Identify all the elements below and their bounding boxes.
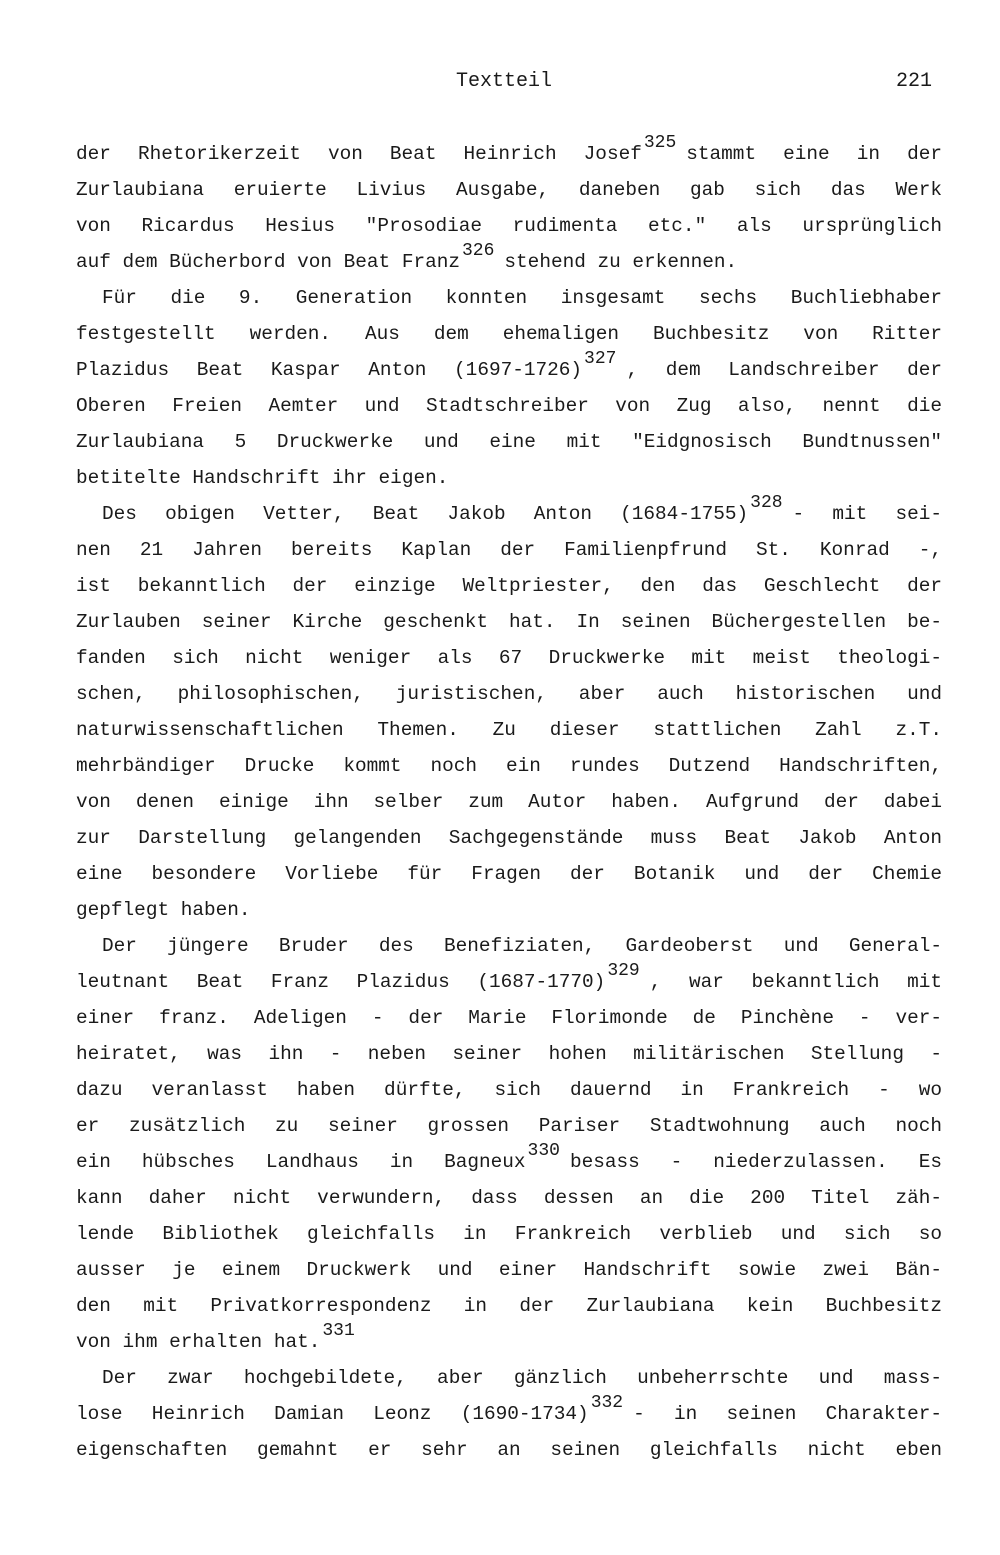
- text-line: [76, 820, 942, 856]
- footnote-marker[interactable]: 327: [584, 349, 617, 369]
- text-line: [76, 712, 942, 748]
- text-line: [76, 1360, 942, 1396]
- footnote-marker[interactable]: 325: [643, 133, 677, 153]
- text-segment: naturwissenschaftlichen Themen. Zu dieser stattlichen Zahl z.T.: [76, 719, 942, 741]
- text-segment: besass - niederzulassen. Es: [569, 1151, 942, 1173]
- text-segment: Des obigen Vetter, Beat Jakob Anton (1684-1755): [102, 503, 749, 525]
- text-line: [76, 241, 960, 280]
- text-segment: ist bekanntlich der einzige Weltpriester, den das Geschlecht der: [76, 575, 942, 597]
- text-line: [76, 1432, 942, 1468]
- text-segment: festgestellt werden. Aus dem ehemaligen Buchbesitz von Ritter: [76, 323, 942, 345]
- text-segment: lose Heinrich Damian Leonz (1690-1734): [76, 1403, 589, 1425]
- text-line: [76, 208, 942, 244]
- footnote-marker[interactable]: 326: [462, 241, 495, 261]
- text-segment: eigenschaften gemahnt er sehr an seinen gleichfalls nicht eben: [76, 1439, 942, 1461]
- footnote-marker[interactable]: 332: [590, 1393, 624, 1413]
- text-line: [76, 1288, 942, 1324]
- text-segment: , dem Landschreiber der: [626, 359, 942, 381]
- text-segment: Zurlauben seiner Kirche geschenkt hat. In seinen Büchergestellen be-: [76, 611, 942, 633]
- text-segment: - in seinen Charakter-: [633, 1403, 942, 1425]
- text-segment: einer franz. Adeligen - der Marie Florimonde de Pinchène - ver-: [76, 1007, 942, 1029]
- text-segment: eine besondere Vorliebe für Fragen der Botanik und der Chemie: [76, 863, 942, 885]
- text-segment: lende Bibliothek gleichfalls in Frankreich verblieb und sich so: [76, 1223, 942, 1245]
- text-line: [76, 1393, 942, 1432]
- text-segment: , war bekanntlich mit: [649, 971, 942, 993]
- text-segment: Für die 9. Generation konnten insgesamt sechs Buchliebhaber: [102, 287, 942, 309]
- text-line: [76, 1072, 942, 1108]
- text-line: [76, 316, 942, 352]
- text-line: [76, 280, 942, 316]
- text-line: [76, 1216, 942, 1252]
- text-segment: Der jüngere Bruder des Benefiziaten, Gardeoberst und General-: [102, 935, 942, 957]
- text-line: [76, 568, 942, 604]
- body-text: [76, 133, 960, 1468]
- text-segment: Der zwar hochgebildete, aber gänzlich unbeherrschte und mass-: [102, 1367, 942, 1389]
- text-segment: Oberen Freien Aemter und Stadtschreiber von Zug also, nennt die: [76, 395, 942, 417]
- text-line: [76, 1252, 942, 1288]
- text-segment: leutnant Beat Franz Plazidus (1687-1770): [76, 971, 606, 993]
- text-line: [76, 349, 942, 388]
- text-line: [76, 133, 942, 172]
- text-line: [76, 1000, 942, 1036]
- text-segment: betitelte Handschrift ihr eigen.: [76, 467, 449, 489]
- text-line: [76, 1108, 942, 1144]
- running-head: [76, 70, 932, 100]
- text-segment: ein hübsches Landhaus in Bagneux: [76, 1151, 526, 1173]
- page-number: 221: [895, 70, 932, 93]
- text-segment: Plazidus Beat Kaspar Anton (1697-1726): [76, 359, 583, 381]
- text-segment: zur Darstellung gelangenden Sachgegenstände muss Beat Jakob Anton: [76, 827, 942, 849]
- text-segment: Zurlaubiana 5 Druckwerke und eine mit "Eidgnosisch Bundtnussen": [76, 431, 942, 453]
- text-line: [76, 460, 960, 496]
- text-segment: - mit sei-: [792, 503, 942, 525]
- text-segment: fanden sich nicht weniger als 67 Druckwerke mit meist theologi-: [76, 647, 942, 669]
- text-line: [76, 1180, 942, 1216]
- text-segment: gepflegt haben.: [76, 899, 251, 921]
- text-segment: von ihm erhalten hat.: [76, 1331, 321, 1353]
- text-line: [76, 784, 942, 820]
- text-line: [76, 961, 942, 1000]
- text-line: [76, 493, 942, 532]
- text-line: [76, 892, 960, 928]
- text-line: [76, 424, 942, 460]
- text-segment: stehend zu erkennen.: [504, 251, 738, 273]
- text-line: [76, 1036, 942, 1072]
- text-segment: nen 21 Jahren bereits Kaplan der Familienpfrund St. Konrad -,: [76, 539, 942, 561]
- text-segment: von denen einige ihn selber zum Autor haben. Aufgrund der dabei: [76, 791, 942, 813]
- text-line: [76, 172, 942, 208]
- text-line: [76, 1321, 960, 1360]
- text-line: [76, 928, 942, 964]
- footnote-marker[interactable]: 329: [607, 961, 640, 981]
- running-head-title: Textteil: [456, 70, 553, 93]
- text-segment: auf dem Bücherbord von Beat Franz: [76, 251, 460, 273]
- text-segment: stammt eine in der: [686, 143, 942, 165]
- text-line: [76, 640, 942, 676]
- text-segment: heiratet, was ihn - neben seiner hohen militärischen Stellung -: [76, 1043, 942, 1065]
- text-segment: der Rhetorikerzeit von Beat Heinrich Josef: [76, 143, 642, 165]
- text-line: [76, 532, 942, 568]
- text-segment: ausser je einem Druckwerk und einer Handschrift sowie zwei Bän-: [76, 1259, 942, 1281]
- text-segment: Zurlaubiana eruierte Livius Ausgabe, daneben gab sich das Werk: [76, 179, 942, 201]
- footnote-marker[interactable]: 330: [527, 1141, 560, 1161]
- text-line: [76, 856, 942, 892]
- text-segment: kann daher nicht verwundern, dass dessen an die 200 Titel zäh-: [76, 1187, 942, 1209]
- text-segment: dazu veranlasst haben dürfte, sich dauernd in Frankreich - wo: [76, 1079, 942, 1101]
- text-line: [76, 676, 942, 712]
- text-segment: von Ricardus Hesius "Prosodiae rudimenta etc." als ursprünglich: [76, 215, 942, 237]
- footnote-marker[interactable]: 331: [322, 1321, 355, 1341]
- text-segment: mehrbändiger Drucke kommt noch ein rundes Dutzend Handschriften,: [76, 755, 942, 777]
- footnote-marker[interactable]: 328: [750, 493, 783, 513]
- text-line: [76, 748, 942, 784]
- text-line: [76, 1141, 942, 1180]
- text-segment: schen, philosophischen, juristischen, aber auch historischen und: [76, 683, 942, 705]
- text-segment: den mit Privatkorrespondenz in der Zurlaubiana kein Buchbesitz: [76, 1295, 942, 1317]
- text-line: [76, 604, 942, 640]
- text-segment: er zusätzlich zu seiner grossen Pariser Stadtwohnung auch noch: [76, 1115, 942, 1137]
- text-line: [76, 388, 942, 424]
